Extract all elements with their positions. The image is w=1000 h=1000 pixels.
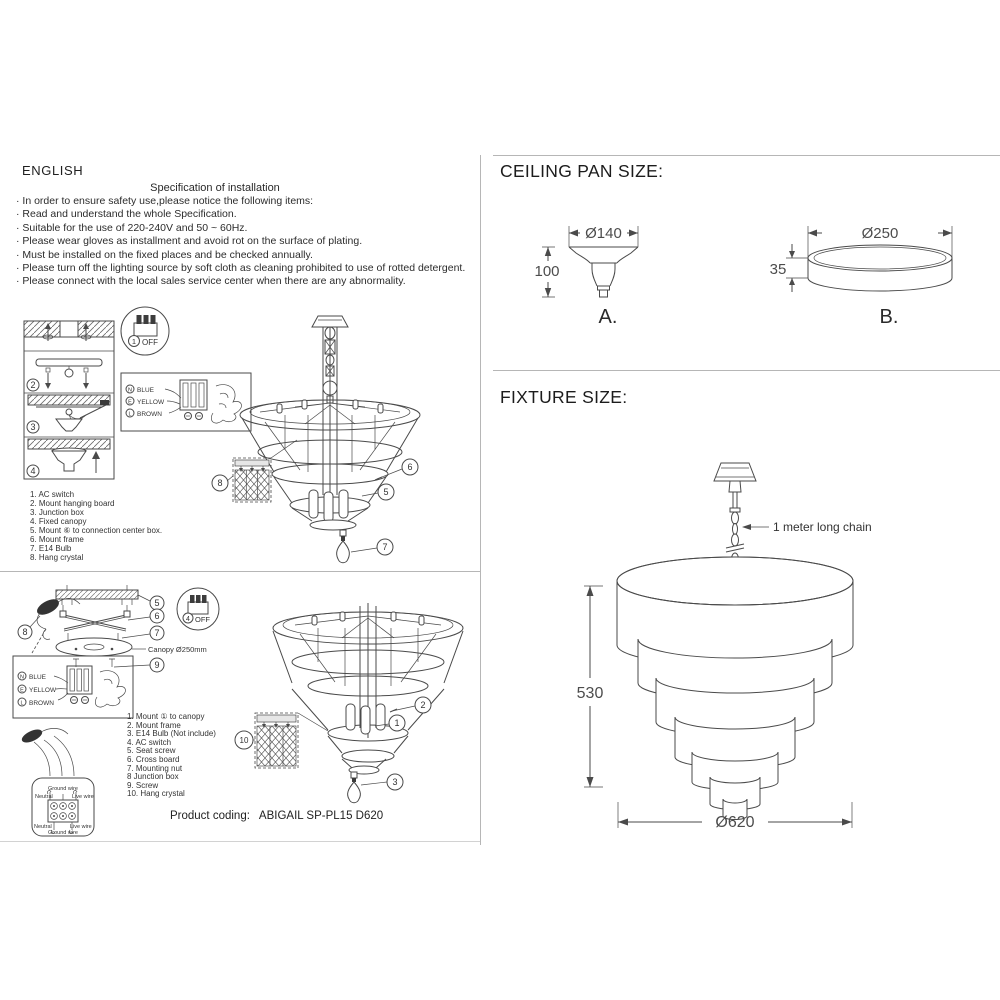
blue-label: BLUE [137,387,154,394]
chandelier-assembly-1 [205,300,480,570]
part-item: 6. Mount frame [30,535,84,544]
part-item: 4. Fixed canopy [30,517,87,526]
neutral-label-bottom: Neutral [34,824,52,830]
right-top-divider [493,155,1000,156]
part-item: 9. Screw [127,780,159,790]
wire-color-legend [126,385,165,418]
callout-1: 1 [394,718,400,728]
part-item: 2. Mount frame [127,720,181,730]
off-step-number: 4 [186,615,190,623]
pan-b-diameter: Ø250 [861,225,899,242]
part-item: 10. Hang crystal [127,789,185,799]
step-number: 2 [30,380,36,390]
breaker-icon [188,595,208,614]
off-step-number: 1 [131,337,137,346]
callout-8: 8 [22,627,28,637]
ground-wire-diagram [10,720,122,844]
ceiling-pan-a-drawing [518,206,708,331]
fixture-drawing [540,430,960,860]
blue-label: BLUE [29,674,46,681]
callout-6: 6 [407,462,413,472]
note-line: · Please connect with the local sales service center when there are any abnormality. [16,275,406,288]
ceiling-pan-b-drawing [748,206,978,331]
callout-7: 7 [382,542,388,552]
earth-symbol: E [128,399,132,406]
power-off-step-4 [173,584,223,634]
part-item: 7. Mounting nut [127,763,183,773]
callout-10: 10 [239,736,249,745]
part-item: 3. E14 Bulb (Not include) [127,729,216,739]
callout-5: 5 [383,487,389,497]
callout-9: 9 [154,660,160,670]
note-line: · In order to ensure safety use,please notice the following items: [16,195,314,207]
spec-subtitle: Specification of installation [150,182,280,194]
power-off-step-1 [118,303,173,358]
pan-a-diameter: Ø140 [585,225,622,242]
parts-list-1 [30,490,162,562]
part-item: 5. Seat screw [127,746,176,756]
brown-label: BROWN [137,411,162,418]
parts-list-2 [127,713,216,799]
callout-7: 7 [154,628,160,638]
left-mid-divider [0,571,480,572]
live-symbol: L [128,411,132,418]
off-label: OFF [195,615,210,624]
ground-wire-label-bottom: Ground wire [48,830,78,836]
wire-color-legend [18,672,57,707]
yellow-label: YELLOW [29,687,57,694]
fixture-diameter: Ø620 [715,814,755,831]
note-line: · Please turn off the lighting source by soft cloth as cleaning prohibited to use of rotted detergent. [16,262,466,275]
neutral-symbol: N [128,387,132,394]
live-label-top: Live wire [72,794,94,800]
pan-b-label: B. [879,306,899,328]
product-coding [170,810,383,822]
part-item: 1. AC switch [30,490,75,499]
language-title: ENGLISH [22,163,84,178]
callout-8: 8 [217,478,223,488]
pan-a-height: 100 [534,263,560,280]
part-item: 5. Mount ⑥ to connection center box. [30,526,163,535]
fixture-height: 530 [576,685,604,702]
product-coding-label: Product coding: [170,810,250,822]
part-item: 7. E14 Bulb [30,544,72,553]
ground-wire-label-top: Ground wire [48,786,78,792]
safety-notes [16,195,476,289]
brown-label: BROWN [29,700,54,707]
fixture-size-title: FIXTURE SIZE: [500,387,628,407]
mounting-steps-diagram [22,315,117,485]
note-line: · Must be installed on the fixed places and be checked annually. [16,248,313,261]
live-label-bottom: Live wire [70,824,92,830]
part-item: 6. Cross board [127,754,180,764]
note-line: · Suitable for the use of 220-240V and 50 ~ 60Hz. [16,221,248,234]
product-coding-value: ABIGAIL SP-PL15 D620 [258,810,384,822]
chandelier-assembly-2 [230,598,480,803]
neutral-label-top: Neutral [35,794,53,800]
callout-5: 5 [154,598,160,608]
pan-b-height: 35 [769,261,787,278]
off-label: OFF [142,338,158,347]
part-item: 3. Junction box [30,508,84,517]
breaker-icon [134,315,157,336]
neutral-symbol: N [20,674,24,681]
note-line: · Read and understand the whole Specification. [16,208,237,221]
step-number: 4 [30,466,36,476]
ceiling-pan-size-title: CEILING PAN SIZE: [500,161,664,181]
step-number: 3 [30,422,36,432]
callout-2: 2 [420,700,426,710]
part-item: 4. AC switch [127,737,172,747]
callout-6: 6 [154,611,160,621]
live-symbol: L [20,700,24,707]
pan-a-label: A. [598,306,618,328]
canopy-size-label: Canopy Ø250mm [148,645,207,654]
yellow-label: YELLOW [137,399,165,406]
wiring-detail-box-2 [12,652,137,724]
part-item: 8 Junction box [127,772,179,782]
callout-3: 3 [392,777,398,787]
right-mid-divider [493,370,1000,371]
part-item: 1. Mount ① to canopy [127,712,205,721]
part-item: 2. Mount hanging board [30,499,115,508]
earth-symbol: E [20,687,24,694]
terminal-block-sketch [54,666,125,707]
note-line: · Please wear gloves as installment and avoid rot on the surface of plating. [16,235,363,248]
terminal-holes [51,803,76,820]
part-item: 8. Hang crystal [30,553,84,562]
chain-length-label: 1 meter long chain [773,520,872,534]
vertical-divider [480,155,481,845]
